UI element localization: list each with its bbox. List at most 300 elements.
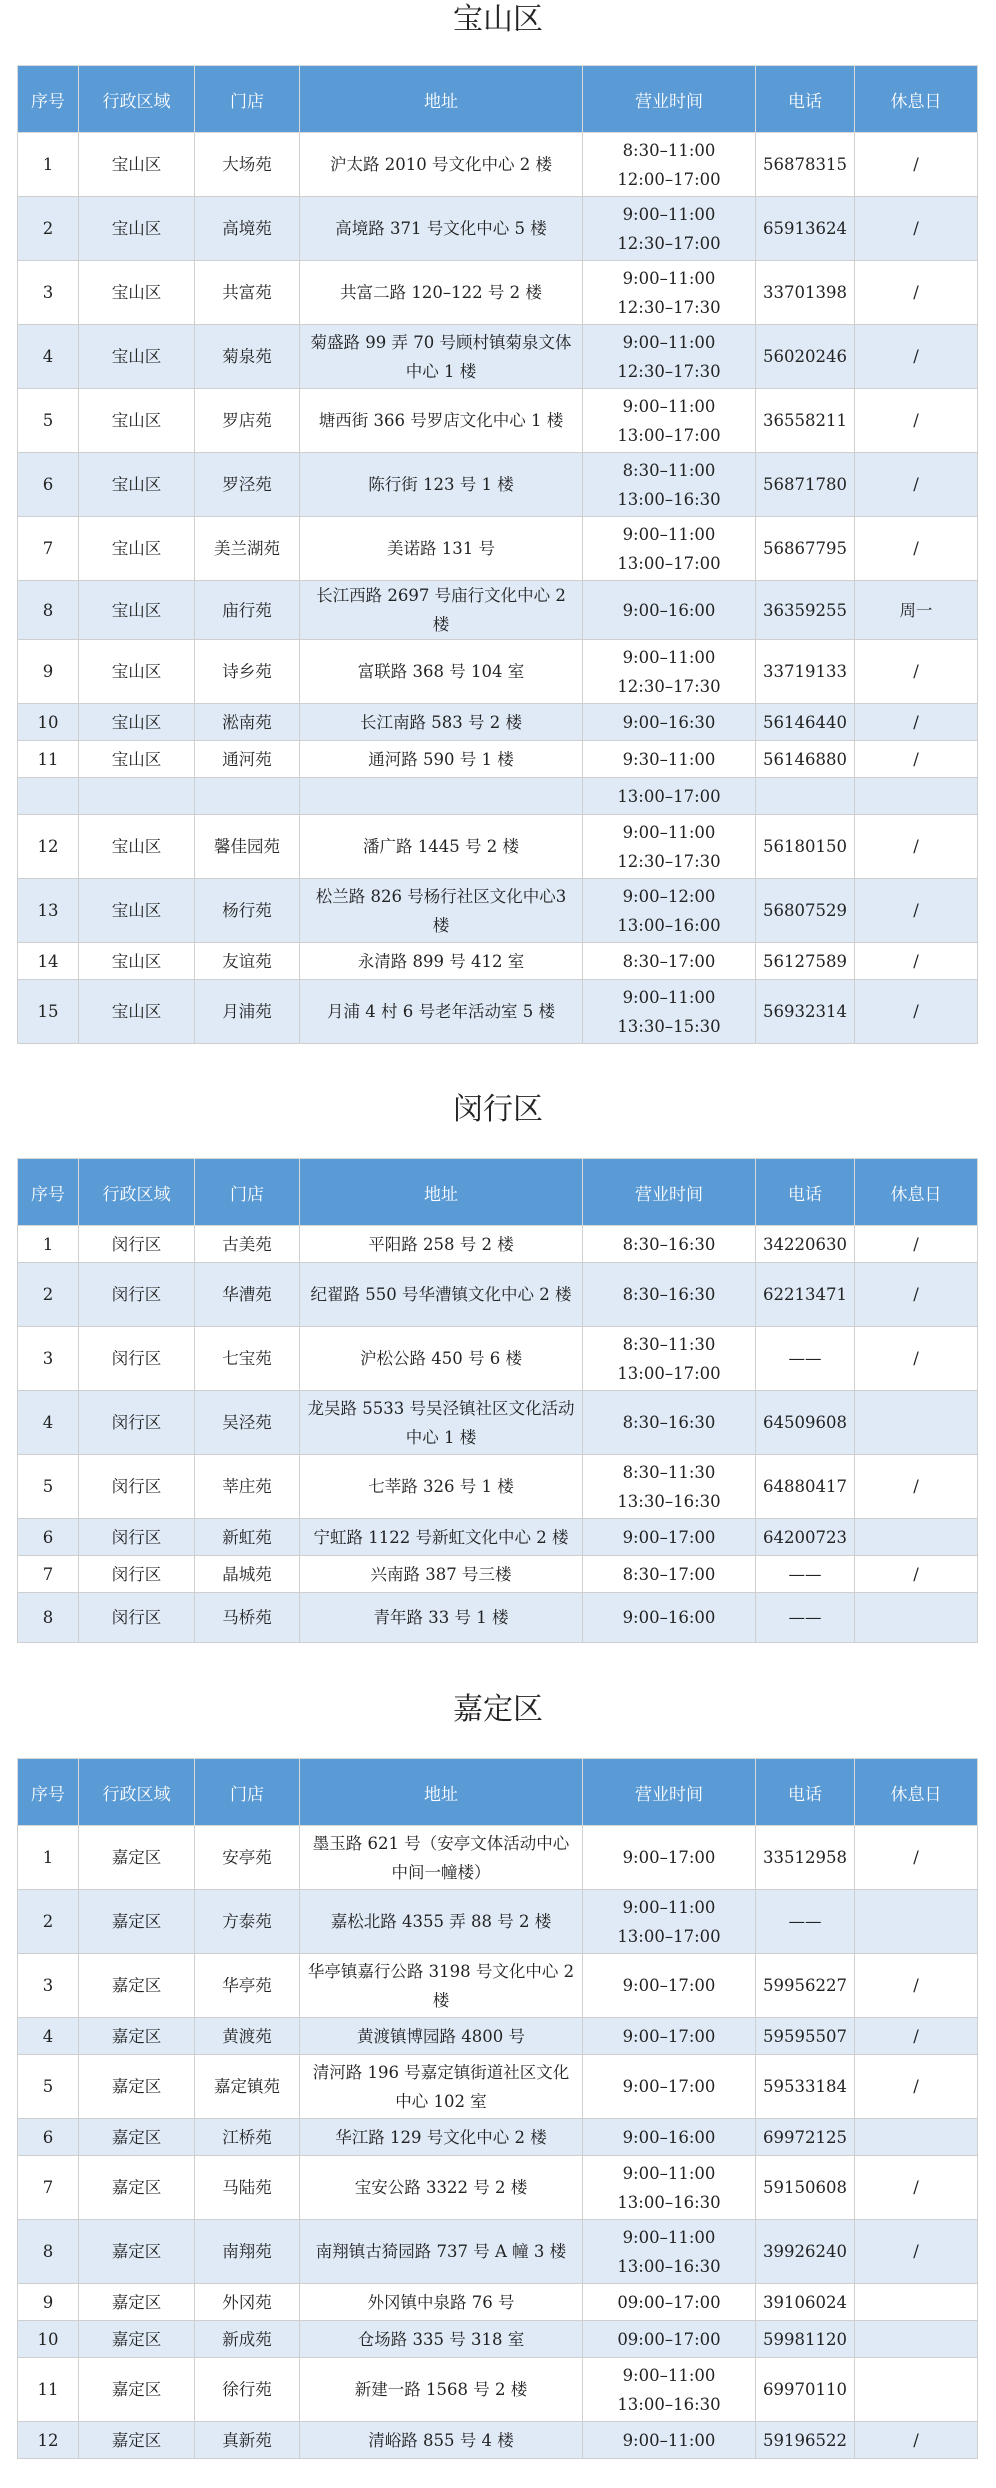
cell-district: 宝山区 (79, 581, 195, 640)
cell-address: 七莘路 326 号 1 楼 (300, 1455, 583, 1519)
table-minhang (17, 1158, 978, 1643)
cell-hours: 9:00–11:00 12:30–17:30 (583, 261, 756, 325)
table-row (18, 640, 978, 704)
cell-store: 吴泾苑 (195, 1391, 300, 1455)
cell-rest-day (855, 1890, 978, 1954)
cell-rest-day: / (855, 1455, 978, 1519)
cell-rest-day: / (855, 2156, 978, 2220)
cell-rest-day: / (855, 943, 978, 980)
table-row (18, 453, 978, 517)
cell-store: 罗泾苑 (195, 453, 300, 517)
cell-address: 美诺路 131 号 (300, 517, 583, 581)
cell-district: 宝山区 (79, 879, 195, 943)
cell-store: 共富苑 (195, 261, 300, 325)
cell-hours: 9:00–11:00 13:00–16:30 (583, 2156, 756, 2220)
title-baoshan: 宝山区 (453, 2, 543, 37)
cell-address: 菊盛路 99 弄 70 号顾村镇菊泉文体中心 1 楼 (300, 325, 583, 389)
cell-rest-day (855, 1391, 978, 1455)
table-row (18, 1826, 978, 1890)
cell-phone: 34220630 (756, 1226, 855, 1263)
table-row (18, 2220, 978, 2284)
cell-index: 10 (18, 2321, 79, 2358)
cell-rest-day: / (855, 879, 978, 943)
cell-store: 罗店苑 (195, 389, 300, 453)
cell-address: 陈行街 123 号 1 楼 (300, 453, 583, 517)
col-header-rest-day: 休息日 (855, 66, 978, 133)
cell-hours: 09:00–17:00 (583, 2321, 756, 2358)
cell-address: 南翔镇古猗园路 737 号 A 幢 3 楼 (300, 2220, 583, 2284)
table-row (18, 2358, 978, 2422)
cell-district: 嘉定区 (79, 2220, 195, 2284)
cell-hours: 9:00–11:00 13:00–16:30 (583, 2220, 756, 2284)
col-header-address: 地址 (300, 1159, 583, 1226)
cell-store: 月浦苑 (195, 980, 300, 1044)
cell-index: 12 (18, 815, 79, 879)
table-row (18, 1226, 978, 1263)
cell-store: 马桥苑 (195, 1593, 300, 1643)
cell-index: 5 (18, 1455, 79, 1519)
col-header-address: 地址 (300, 1759, 583, 1826)
cell-index: 1 (18, 133, 79, 197)
cell-index: 6 (18, 1519, 79, 1556)
cell-hours: 9:00–17:00 (583, 2055, 756, 2119)
cell-hours: 9:00–11:00 12:30–17:30 (583, 640, 756, 704)
cell-hours: 9:00–12:00 13:00–16:00 (583, 879, 756, 943)
cell-phone: 59533184 (756, 2055, 855, 2119)
cell-phone: 33512958 (756, 1826, 855, 1890)
header-row (18, 66, 978, 133)
cell-hours: 9:00–11:00 12:30–17:00 (583, 197, 756, 261)
cell-phone (756, 778, 855, 815)
cell-district: 嘉定区 (79, 2055, 195, 2119)
cell-index: 2 (18, 197, 79, 261)
cell-rest-day: / (855, 1327, 978, 1391)
cell-hours: 8:30–11:30 13:00–17:00 (583, 1327, 756, 1391)
cell-phone: 39926240 (756, 2220, 855, 2284)
table-row (18, 1327, 978, 1391)
cell-store: 江桥苑 (195, 2119, 300, 2156)
table-row (18, 581, 978, 640)
cell-address: 龙吴路 5533 号吴泾镇社区文化活动中心 1 楼 (300, 1391, 583, 1455)
cell-index: 2 (18, 1890, 79, 1954)
col-header-hours: 营业时间 (583, 1759, 756, 1826)
cell-store: 菊泉苑 (195, 325, 300, 389)
header-row (18, 1159, 978, 1226)
cell-address: 墨玉路 621 号（安亭文体活动中心中间一幢楼） (300, 1826, 583, 1890)
table-row (18, 2156, 978, 2220)
table-row (18, 2119, 978, 2156)
cell-address: 仓场路 335 号 318 室 (300, 2321, 583, 2358)
table-row (18, 943, 978, 980)
cell-phone: —— (756, 1556, 855, 1593)
table-row (18, 325, 978, 389)
cell-index: 1 (18, 1826, 79, 1890)
col-header-index: 序号 (18, 66, 79, 133)
cell-district: 闵行区 (79, 1226, 195, 1263)
cell-store: 大场苑 (195, 133, 300, 197)
cell-index: 4 (18, 1391, 79, 1455)
cell-hours: 9:30–11:00 (583, 741, 756, 778)
cell-store: 华亭苑 (195, 1954, 300, 2018)
table-row (18, 778, 978, 815)
cell-phone: 69970110 (756, 2358, 855, 2422)
cell-address: 长江西路 2697 号庙行文化中心 2 楼 (300, 581, 583, 640)
cell-address: 长江南路 583 号 2 楼 (300, 704, 583, 741)
cell-district: 嘉定区 (79, 1826, 195, 1890)
cell-index: 9 (18, 640, 79, 704)
cell-hours: 8:30–16:30 (583, 1391, 756, 1455)
cell-index: 8 (18, 581, 79, 640)
cell-phone: 59595507 (756, 2018, 855, 2055)
col-header-phone: 电话 (756, 1159, 855, 1226)
cell-rest-day: / (855, 133, 978, 197)
title-jiading: 嘉定区 (453, 1692, 543, 1727)
col-header-index: 序号 (18, 1159, 79, 1226)
cell-hours: 9:00–17:00 (583, 2018, 756, 2055)
header-row (18, 1759, 978, 1826)
cell-index: 9 (18, 2284, 79, 2321)
table-row (18, 1556, 978, 1593)
cell-district: 宝山区 (79, 815, 195, 879)
cell-district: 宝山区 (79, 640, 195, 704)
cell-phone: 64200723 (756, 1519, 855, 1556)
cell-phone: 36359255 (756, 581, 855, 640)
cell-phone: 56932314 (756, 980, 855, 1044)
cell-hours: 8:30–16:30 (583, 1226, 756, 1263)
col-header-district: 行政区域 (79, 1759, 195, 1826)
cell-phone: 39106024 (756, 2284, 855, 2321)
cell-index: 3 (18, 261, 79, 325)
cell-hours: 9:00–11:00 13:00–17:00 (583, 389, 756, 453)
table-row (18, 2055, 978, 2119)
cell-rest-day: / (855, 1826, 978, 1890)
cell-phone: 56871780 (756, 453, 855, 517)
cell-district: 闵行区 (79, 1556, 195, 1593)
cell-address: 华亭镇嘉行公路 3198 号文化中心 2 楼 (300, 1954, 583, 2018)
cell-store: 通河苑 (195, 741, 300, 778)
cell-hours: 9:00–11:00 13:30–15:30 (583, 980, 756, 1044)
cell-district: 嘉定区 (79, 2358, 195, 2422)
cell-rest-day: / (855, 389, 978, 453)
cell-rest-day: / (855, 815, 978, 879)
cell-hours: 9:00–11:00 (583, 2422, 756, 2459)
cell-store: 馨佳园苑 (195, 815, 300, 879)
cell-phone: 59956227 (756, 1954, 855, 2018)
cell-phone: 56807529 (756, 879, 855, 943)
cell-phone: 56146440 (756, 704, 855, 741)
cell-address: 清峪路 855 号 4 楼 (300, 2422, 583, 2459)
cell-address: 清河路 196 号嘉定镇街道社区文化中心 102 室 (300, 2055, 583, 2119)
cell-rest-day: / (855, 2220, 978, 2284)
cell-store: 高境苑 (195, 197, 300, 261)
cell-store: 外冈苑 (195, 2284, 300, 2321)
cell-index: 11 (18, 2358, 79, 2422)
table-row (18, 1391, 978, 1455)
table-row (18, 1593, 978, 1643)
cell-district: 嘉定区 (79, 2156, 195, 2220)
cell-store (195, 778, 300, 815)
col-header-address: 地址 (300, 66, 583, 133)
cell-district: 宝山区 (79, 261, 195, 325)
cell-phone: 62213471 (756, 1263, 855, 1327)
cell-district: 闵行区 (79, 1327, 195, 1391)
cell-address: 塘西街 366 号罗店文化中心 1 楼 (300, 389, 583, 453)
cell-store: 七宝苑 (195, 1327, 300, 1391)
cell-district: 宝山区 (79, 517, 195, 581)
cell-hours: 9:00–11:00 12:30–17:30 (583, 815, 756, 879)
cell-address: 月浦 4 村 6 号老年活动室 5 楼 (300, 980, 583, 1044)
cell-rest-day (855, 778, 978, 815)
cell-phone: 56127589 (756, 943, 855, 980)
col-header-phone: 电话 (756, 66, 855, 133)
col-header-hours: 营业时间 (583, 66, 756, 133)
cell-index: 13 (18, 879, 79, 943)
cell-district: 宝山区 (79, 197, 195, 261)
cell-index (18, 778, 79, 815)
cell-district: 嘉定区 (79, 1954, 195, 2018)
cell-store: 莘庄苑 (195, 1455, 300, 1519)
col-header-district: 行政区域 (79, 1159, 195, 1226)
cell-index: 7 (18, 1556, 79, 1593)
cell-address: 宁虹路 1122 号新虹文化中心 2 楼 (300, 1519, 583, 1556)
table-row (18, 261, 978, 325)
cell-rest-day: / (855, 2422, 978, 2459)
cell-index: 3 (18, 1954, 79, 2018)
table-row (18, 1954, 978, 2018)
cell-rest-day: / (855, 325, 978, 389)
cell-store: 淞南苑 (195, 704, 300, 741)
cell-address: 潘广路 1445 号 2 楼 (300, 815, 583, 879)
cell-district: 宝山区 (79, 453, 195, 517)
table-row (18, 2284, 978, 2321)
cell-district: 宝山区 (79, 704, 195, 741)
cell-store: 安亭苑 (195, 1826, 300, 1890)
cell-district: 嘉定区 (79, 2284, 195, 2321)
cell-store: 庙行苑 (195, 581, 300, 640)
cell-hours: 9:00–17:00 (583, 1519, 756, 1556)
cell-hours: 8:30–17:00 (583, 943, 756, 980)
cell-rest-day: / (855, 261, 978, 325)
table-row (18, 2321, 978, 2358)
cell-rest-day (855, 2119, 978, 2156)
cell-district: 闵行区 (79, 1391, 195, 1455)
cell-address: 永清路 899 号 412 室 (300, 943, 583, 980)
cell-index: 2 (18, 1263, 79, 1327)
cell-index: 14 (18, 943, 79, 980)
cell-rest-day: / (855, 453, 978, 517)
col-header-rest-day: 休息日 (855, 1159, 978, 1226)
cell-hours: 9:00–17:00 (583, 1954, 756, 2018)
cell-index: 15 (18, 980, 79, 1044)
cell-index: 5 (18, 389, 79, 453)
col-header-store: 门店 (195, 1759, 300, 1826)
table-row (18, 133, 978, 197)
cell-address: 沪太路 2010 号文化中心 2 楼 (300, 133, 583, 197)
cell-phone: —— (756, 1890, 855, 1954)
cell-store: 友谊苑 (195, 943, 300, 980)
cell-store: 黄渡苑 (195, 2018, 300, 2055)
table-row (18, 980, 978, 1044)
cell-address: 高境路 371 号文化中心 5 楼 (300, 197, 583, 261)
cell-hours: 9:00–16:00 (583, 2119, 756, 2156)
cell-district (79, 778, 195, 815)
cell-hours: 8:30–11:00 12:00–17:00 (583, 133, 756, 197)
cell-hours: 9:00–16:00 (583, 1593, 756, 1643)
cell-district: 宝山区 (79, 325, 195, 389)
cell-phone: —— (756, 1593, 855, 1643)
cell-address: 沪松公路 450 号 6 楼 (300, 1327, 583, 1391)
cell-hours: 8:30–11:30 13:30–16:30 (583, 1455, 756, 1519)
cell-rest-day: 周一 (855, 581, 978, 640)
cell-rest-day: / (855, 640, 978, 704)
cell-address: 新建一路 1568 号 2 楼 (300, 2358, 583, 2422)
col-header-index: 序号 (18, 1759, 79, 1826)
table-row (18, 2018, 978, 2055)
cell-phone: 64880417 (756, 1455, 855, 1519)
cell-address: 外冈镇中泉路 76 号 (300, 2284, 583, 2321)
cell-index: 7 (18, 2156, 79, 2220)
cell-index: 8 (18, 1593, 79, 1643)
cell-store: 马陆苑 (195, 2156, 300, 2220)
cell-phone: 33719133 (756, 640, 855, 704)
cell-index: 11 (18, 741, 79, 778)
table-row (18, 879, 978, 943)
cell-district: 宝山区 (79, 980, 195, 1044)
cell-hours: 9:00–11:00 13:00–16:30 (583, 2358, 756, 2422)
cell-address: 兴南路 387 号三楼 (300, 1556, 583, 1593)
cell-district: 嘉定区 (79, 2321, 195, 2358)
col-header-store: 门店 (195, 1159, 300, 1226)
col-header-phone: 电话 (756, 1759, 855, 1826)
cell-store: 诗乡苑 (195, 640, 300, 704)
cell-phone: 56878315 (756, 133, 855, 197)
cell-store: 真新苑 (195, 2422, 300, 2459)
cell-store: 徐行苑 (195, 2358, 300, 2422)
table-row (18, 704, 978, 741)
cell-rest-day (855, 1593, 978, 1643)
cell-phone: 59196522 (756, 2422, 855, 2459)
cell-phone: 56146880 (756, 741, 855, 778)
cell-rest-day (855, 2284, 978, 2321)
table-row (18, 197, 978, 261)
table-row (18, 1519, 978, 1556)
cell-district: 闵行区 (79, 1593, 195, 1643)
cell-district: 嘉定区 (79, 2018, 195, 2055)
cell-district: 宝山区 (79, 133, 195, 197)
cell-address: 黄渡镇博园路 4800 号 (300, 2018, 583, 2055)
cell-store: 新虹苑 (195, 1519, 300, 1556)
cell-rest-day: / (855, 704, 978, 741)
title-minhang: 闵行区 (453, 1092, 543, 1127)
col-header-district: 行政区域 (79, 66, 195, 133)
cell-store: 嘉定镇苑 (195, 2055, 300, 2119)
cell-rest-day: / (855, 1954, 978, 2018)
cell-hours: 9:00–17:00 (583, 1826, 756, 1890)
cell-hours: 09:00–17:00 (583, 2284, 756, 2321)
cell-index: 4 (18, 325, 79, 389)
cell-index: 6 (18, 453, 79, 517)
cell-index: 3 (18, 1327, 79, 1391)
cell-rest-day: / (855, 1556, 978, 1593)
cell-address: 纪翟路 550 号华漕镇文化中心 2 楼 (300, 1263, 583, 1327)
col-header-store: 门店 (195, 66, 300, 133)
table-jiading (17, 1758, 978, 2459)
cell-phone: 65913624 (756, 197, 855, 261)
cell-district: 嘉定区 (79, 2422, 195, 2459)
cell-index: 4 (18, 2018, 79, 2055)
cell-hours: 9:00–11:00 13:00–17:00 (583, 1890, 756, 1954)
cell-address: 松兰路 826 号杨行社区文化中心3 楼 (300, 879, 583, 943)
cell-rest-day (855, 2358, 978, 2422)
cell-address: 富联路 368 号 104 室 (300, 640, 583, 704)
cell-index: 1 (18, 1226, 79, 1263)
cell-rest-day (855, 1519, 978, 1556)
cell-address: 平阳路 258 号 2 楼 (300, 1226, 583, 1263)
cell-hours: 9:00–16:00 (583, 581, 756, 640)
cell-hours: 8:30–11:00 13:00–16:30 (583, 453, 756, 517)
table-row (18, 1890, 978, 1954)
cell-store: 华漕苑 (195, 1263, 300, 1327)
cell-rest-day: / (855, 980, 978, 1044)
table-row (18, 389, 978, 453)
cell-store: 古美苑 (195, 1226, 300, 1263)
cell-hours: 9:00–11:00 13:00–17:00 (583, 517, 756, 581)
cell-phone: 36558211 (756, 389, 855, 453)
cell-address: 嘉松北路 4355 弄 88 号 2 楼 (300, 1890, 583, 1954)
cell-address: 通河路 590 号 1 楼 (300, 741, 583, 778)
cell-district: 宝山区 (79, 943, 195, 980)
table-row (18, 2422, 978, 2459)
cell-phone: 56867795 (756, 517, 855, 581)
cell-index: 7 (18, 517, 79, 581)
cell-district: 嘉定区 (79, 2119, 195, 2156)
cell-address: 共富二路 120–122 号 2 楼 (300, 261, 583, 325)
cell-rest-day (855, 2321, 978, 2358)
cell-store: 杨行苑 (195, 879, 300, 943)
cell-index: 5 (18, 2055, 79, 2119)
cell-district: 宝山区 (79, 389, 195, 453)
cell-rest-day: / (855, 741, 978, 778)
cell-address: 青年路 33 号 1 楼 (300, 1593, 583, 1643)
cell-store: 方泰苑 (195, 1890, 300, 1954)
cell-phone: 59150608 (756, 2156, 855, 2220)
cell-hours: 9:00–16:30 (583, 704, 756, 741)
cell-store: 晶城苑 (195, 1556, 300, 1593)
cell-rest-day: / (855, 1226, 978, 1263)
cell-phone: —— (756, 1327, 855, 1391)
cell-rest-day: / (855, 1263, 978, 1327)
cell-phone: 56020246 (756, 325, 855, 389)
cell-district: 嘉定区 (79, 1890, 195, 1954)
cell-district: 宝山区 (79, 741, 195, 778)
col-header-rest-day: 休息日 (855, 1759, 978, 1826)
cell-rest-day: / (855, 2018, 978, 2055)
cell-rest-day: / (855, 2055, 978, 2119)
cell-phone: 56180150 (756, 815, 855, 879)
cell-district: 闵行区 (79, 1263, 195, 1327)
table-row (18, 741, 978, 778)
cell-phone: 59981120 (756, 2321, 855, 2358)
cell-phone: 64509608 (756, 1391, 855, 1455)
cell-phone: 33701398 (756, 261, 855, 325)
cell-store: 新成苑 (195, 2321, 300, 2358)
table-row (18, 517, 978, 581)
cell-hours: 13:00–17:00 (583, 778, 756, 815)
cell-rest-day: / (855, 197, 978, 261)
cell-rest-day: / (855, 517, 978, 581)
cell-phone: 69972125 (756, 2119, 855, 2156)
cell-district: 闵行区 (79, 1519, 195, 1556)
